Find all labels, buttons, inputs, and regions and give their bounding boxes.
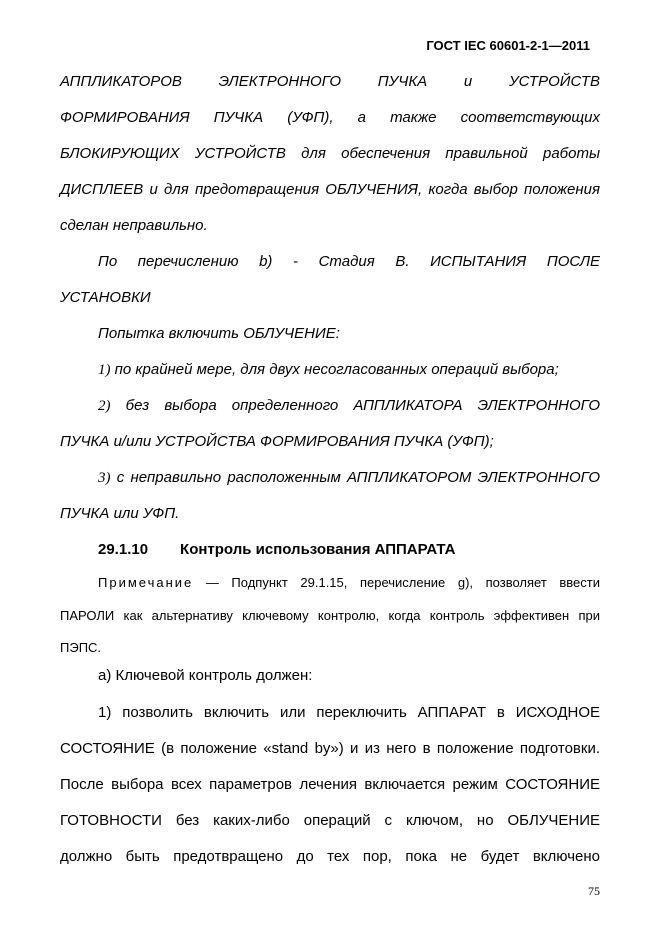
text-line: ПУЧКА и/или УСТРОЙСТВА ФОРМИРОВАНИЯ ПУЧКА (УФП); <box>60 433 494 450</box>
section-heading <box>98 540 600 560</box>
note-line: ПЭПС. <box>60 640 102 655</box>
section-number: 29.1.10 <box>98 541 149 558</box>
list-item-text: без выбора определенного АППЛИКАТОРА ЭЛЕКТРОННОГО <box>110 397 600 414</box>
list-item <box>98 360 600 380</box>
text-line: После выбора всех параметров лечения включается режим СОСТОЯНИЕ <box>60 776 600 793</box>
list-item <box>98 468 600 488</box>
text-line: 1) позволить включить или переключить АППАРАТ в ИСХОДНОЕ <box>98 704 600 721</box>
text-line: СОСТОЯНИЕ (в положение «stand by») и из него в положение подготовки. <box>60 740 600 757</box>
note-line <box>98 573 600 593</box>
note-text: — Подпункт 29.1.15, перечисление g), позволяет ввести <box>193 575 600 590</box>
list-item-text: по крайней мере, для двух несогласованных операций выбора; <box>110 361 559 378</box>
text-line: БЛОКИРУЮЩИХ УСТРОЙСТВ для обеспечения правильной работы <box>60 145 600 162</box>
text-line: должно быть предотвращено до тех пор, пока не будет включено <box>60 848 600 865</box>
list-item-number: 2) <box>98 398 111 414</box>
text-line: ГОТОВНОСТИ без каких-либо операций с ключом, но ОБЛУЧЕНИЕ <box>60 812 600 829</box>
document-header: ГОСТ IEC 60601-2-1—2011 <box>426 38 590 53</box>
text-line: АППЛИКАТОРОВ ЭЛЕКТРОННОГО ПУЧКА и УСТРОЙСТВ <box>60 73 600 90</box>
text-line: УСТАНОВКИ <box>60 289 151 306</box>
text-line: сделан неправильно. <box>60 217 208 234</box>
text-line: ПУЧКА или УФП. <box>60 505 180 522</box>
page-number: 75 <box>588 884 600 898</box>
list-item <box>98 396 600 416</box>
text-line: ФОРМИРОВАНИЯ ПУЧКА (УФП), а также соответствующих <box>60 109 600 126</box>
list-item-text: с неправильно расположенным АППЛИКАТОРОМ ЭЛЕКТРОННОГО <box>110 469 600 486</box>
section-title: Контроль использования АППАРАТА <box>180 541 456 558</box>
list-item-number: 1) <box>98 362 111 378</box>
list-item-number: 3) <box>98 470 111 486</box>
text-line: Попытка включить ОБЛУЧЕНИЕ: <box>98 325 340 342</box>
text-line: ДИСПЛЕЕВ и для предотвращения ОБЛУЧЕНИЯ, когда выбор положения <box>60 181 600 198</box>
note-line: ПАРОЛИ как альтернативу ключевому контролю, когда контроль эффективен при <box>60 608 600 623</box>
text-line: По перечислению b) - Стадия В. ИСПЫТАНИЯ ПОСЛЕ <box>98 253 600 270</box>
text-line: а) Ключевой контроль должен: <box>98 667 313 684</box>
note-label: Примечание <box>98 575 194 590</box>
